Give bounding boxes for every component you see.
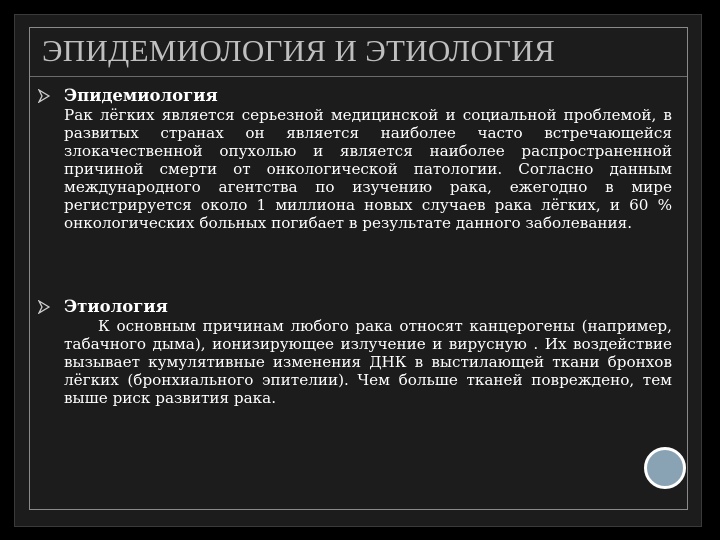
- arrowhead-bullet-icon: [38, 300, 52, 314]
- decorative-circle: [644, 447, 686, 489]
- section-heading: Этиология: [64, 297, 168, 316]
- section-text: К основным причинам любого рака относят канцерогены (например, табачного дыма), ионизирующее излучение и вирусную . Их воздействие вызывает кумулятивные изменения ДНК в выстилающей ткани бронхов лёгких (бронхиального эпителии). Чем больше тканей повреждено, тем выше риск развития рака.: [64, 317, 672, 407]
- arrowhead-bullet-icon: [38, 89, 52, 103]
- section-heading: Эпидемиология: [64, 86, 218, 105]
- section-epidemiology: [38, 86, 672, 232]
- section-text: Рак лёгких является серьезной медицинской и социальной проблемой, в развитых странах он является наиболее часто встречающейся злокачественной опухолью и является наиболее распространенной причиной смерти от онкологической патологии. Согласно данным международного агентства по изучению рака, ежегодно в мире регистрируется около 1 миллиона новых случаев рака лёгких, и 60 % онкологических больных погибает в результате данного заболевания.: [64, 106, 672, 232]
- section-etiology: [38, 297, 672, 407]
- slide-title: ЭПИДЕМИОЛОГИЯ И ЭТИОЛОГИЯ: [42, 33, 555, 68]
- title-divider: [30, 76, 687, 77]
